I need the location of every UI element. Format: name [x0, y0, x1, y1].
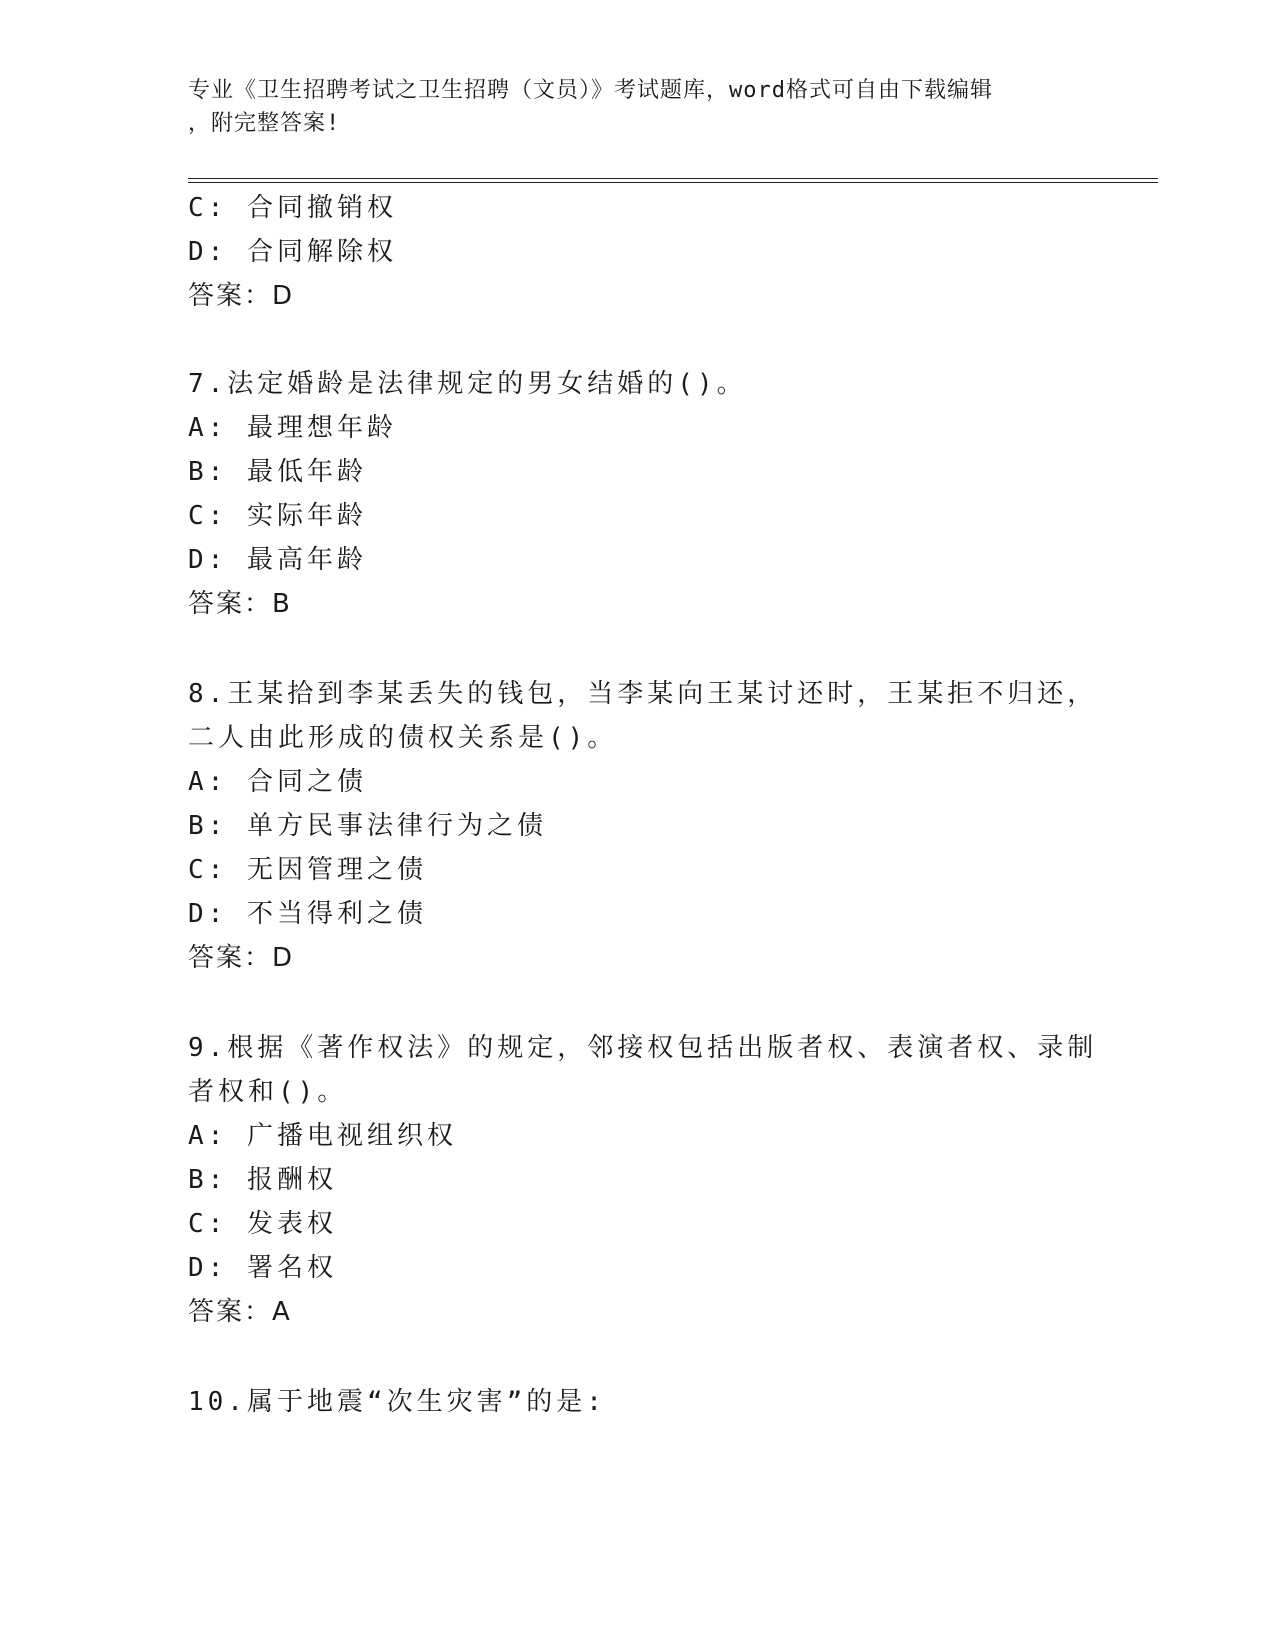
- answer: 答案：D: [188, 281, 295, 311]
- question-stem-cont: 二人由此形成的债权关系是()。: [188, 723, 618, 753]
- option-d: D: 合同解除权: [188, 237, 397, 267]
- answer: 答案：D: [188, 943, 295, 973]
- answer: 答案：A: [188, 1297, 292, 1327]
- question-stem: 9.根据《著作权法》的规定，邻接权包括出版者权、表演者权、录制: [188, 1033, 1098, 1063]
- option-d: D: 署名权: [188, 1253, 337, 1283]
- option-c: C: 无因管理之债: [188, 855, 427, 885]
- option-a: A: 广播电视组织权: [188, 1121, 457, 1151]
- document-header: [188, 74, 1088, 140]
- question-stem-cont: 者权和()。: [188, 1077, 348, 1107]
- option-c: C: 合同撤销权: [188, 193, 397, 223]
- option-c: C: 发表权: [188, 1209, 337, 1239]
- option-a: A: 最理想年龄: [188, 413, 397, 443]
- header-line-2: ，附完整答案!: [188, 111, 341, 136]
- header-line-1: 专业《卫生招聘考试之卫生招聘（文员）》考试题库，word格式可自由下载编辑: [188, 78, 993, 103]
- question-stem: 7.法定婚龄是法律规定的男女结婚的()。: [188, 369, 747, 399]
- option-b: B: 最低年龄: [188, 457, 367, 487]
- answer: 答案：B: [188, 589, 292, 619]
- option-c: C: 实际年龄: [188, 501, 367, 531]
- header-divider: [188, 178, 1158, 183]
- option-b: B: 报酬权: [188, 1165, 337, 1195]
- question-stem: 10.属于地震“次生灾害”的是:: [188, 1387, 606, 1417]
- option-d: D: 最高年龄: [188, 545, 367, 575]
- question-stem: 8.王某拾到李某丢失的钱包，当李某向王某讨还时，王某拒不归还，: [188, 679, 1098, 709]
- option-b: B: 单方民事法律行为之债: [188, 811, 547, 841]
- option-d: D: 不当得利之债: [188, 899, 427, 929]
- option-a: A: 合同之债: [188, 767, 367, 797]
